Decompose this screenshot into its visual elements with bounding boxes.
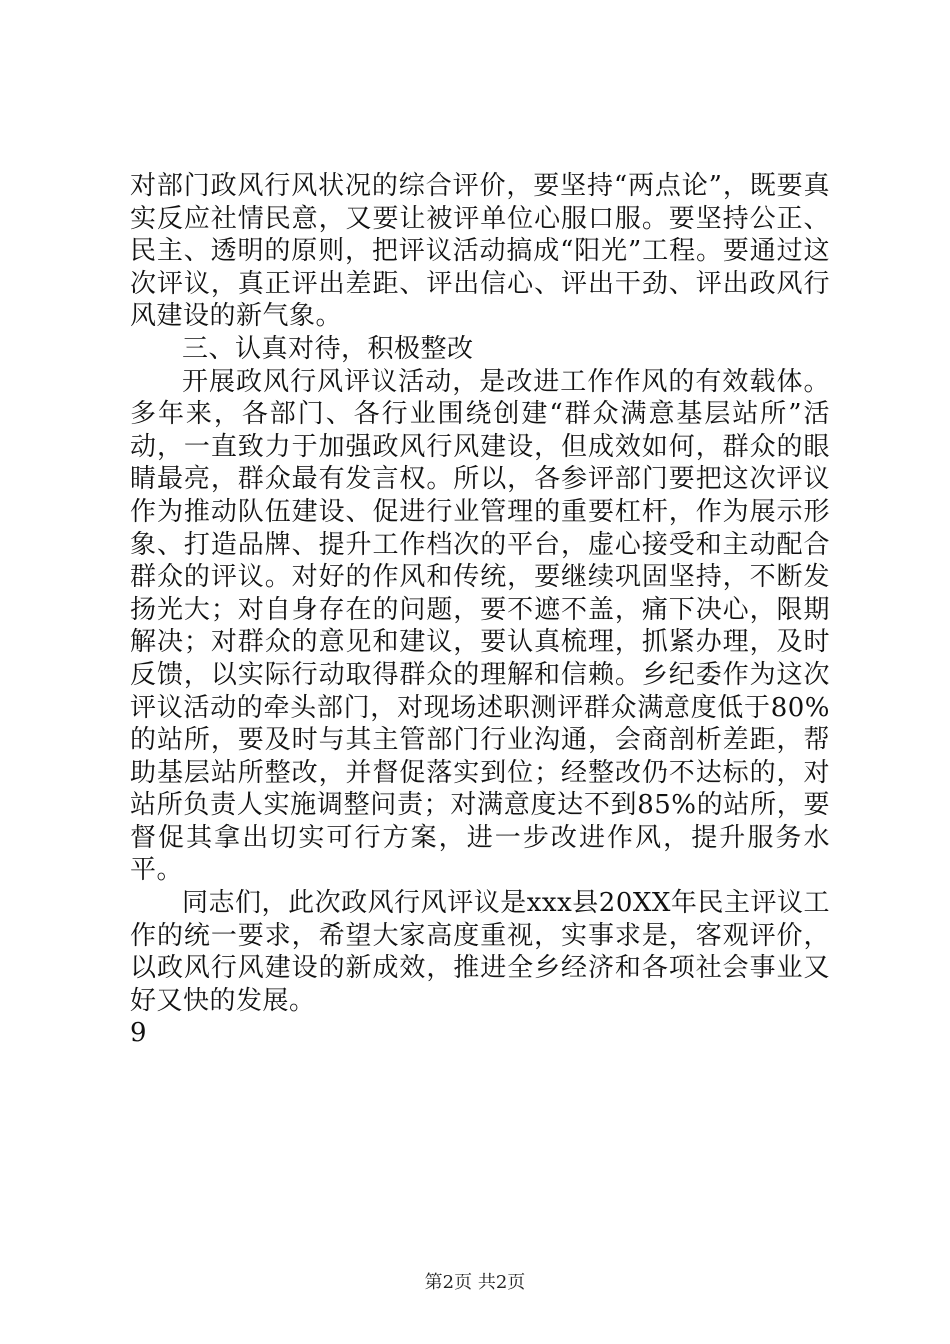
page-footer: 第2页 共2页 [424,1272,526,1293]
body-paragraph-2: 开展政风行风评议活动，是改进工作作风的有效载体。多年来，各部门、各行业围绕创建“群众满意基层站所”活动，一直致力于加强政风行风建设，但成效如何，群众的眼睛最亮，群众最有发言权。所以，各参评部门要把这次评议作为推动队伍建设、促进行业管理的重要杠杆，作为展示形象、打造品牌、提升工作档次的平台，虚心接受和主动配合群众的评议。对好的作风和传统，要继续巩固坚持，不断发扬光大；对自身存在的问题，要不遮不盖，痛下决心，限期解决；对群众的意见和建议，要认真梳理，抓紧办理，及时反馈，以实际行动取得群众的理解和信赖。乡纪委作为这次评议活动的牵头部门，对现场述职测评群众满意度低于80%的站所，要及时与其主管部门行业沟通，会商剖析差距，帮助基层站所整改，并督促落实到位；经整改仍不达标的，对站所负责人实施调整问责；对满意度达不到85%的站所，要督促其拿出切实可行方案，进一步改进作风，提升服务水平。 [130,366,830,886]
body-paragraph-1: 对部门政风行风状况的综合评价，要坚持“两点论”，既要真实反应社情民意，又要让被评单位心服口服。要坚持公正、民主、透明的原则，把评议活动搞成“阳光”工程。要通过这次评议，真正评出差距、评出信心、评出干劲、评出政风行风建设的新气象。 [130,171,830,332]
inline-page-number: 9 [130,1018,148,1049]
document-body [130,170,830,1050]
section-heading: 三、认真对待，积极整改 [182,333,474,364]
body-paragraph-3: 同志们，此次政风行风评议是xxx县20XX年民主评议工作的统一要求，希望大家高度重视，实事求是，客观评价，以政风行风建设的新成效，推进全乡经济和各项社会事业又好又快的发展。 [130,888,830,1016]
